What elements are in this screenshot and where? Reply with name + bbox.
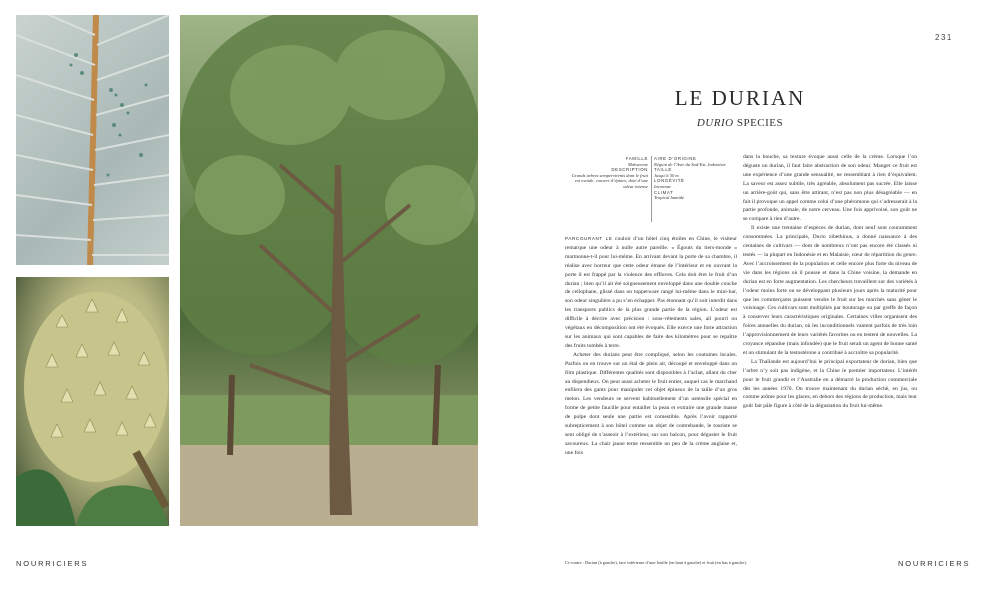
fact-label: TAILLE (654, 167, 672, 173)
facts-divider (651, 156, 652, 222)
fact-label: CLIMAT (654, 189, 674, 195)
leaf-illustration (16, 15, 169, 265)
durian-tree-photo (180, 15, 478, 526)
running-footer-left: NOURRICIERS (16, 559, 89, 568)
paragraph: Il existe une trentaine d’espèces de durian, dont neuf sont couramment consommées. La principale, Durio zibethinus, a donné naissance à des centaines de cultivars — dont de nombreux n’ont pas encore été classés ni testés — la plupart en Indonésie et en Malaisie, cœur de répartition du genre. Avec l’accroissement de la population et celle encore plus forte du niveau de vie dans les régions où il pousse et dans la Chine voisine, la demande en durian est en forte augmentation. Les chercheurs travaillent sur des variétés à l’odeur moins forte ou se développant plusieurs jours après la maturité pour que les commerçants puissent vendre le fruit sur les marchés sans gêner le voisinage. Ces cultivars sont multipliés par bouturage ou par greffe de façon à conserver leurs caractéristiques originales. Certaines villes organisent des foires annuelles du durian, où les inconditionnels vantent parfois de très loin l’approvisionnement de leurs variétés favorites ou en testent de nouvelles. La croyance répandue (mais infondée) que le fruit serait un agent de bonne santé et un stimulant de la testostérone a contribué à accroître sa popularité. (743, 225, 917, 356)
fact-value: Jusqu’à 50 m (654, 172, 679, 178)
paragraph (565, 235, 737, 351)
paragraph: Acheter des durians peut être compliqué, selon les coutumes locales. Parfois on en trouve sur un étal de plein air, découpé et enveloppé dans un film plastique. Différentes qualités sont disponibles à l’achat, allant du cher au dispendieux. On peut aussi acheter le fruit entier, auquel cas le marchand enfilera des gants pour manipuler cet objet épineux de la taille d’un gros melon. Les vendeurs se servent habituellement d’un ustensile spécial en forme de petite faucille pour entailler la peau et extraire une grande masse de pulpe dont seule une partie est comestible. Après l’avoir rapporté subrepticement à son hôtel comme un objet de contrebande, le touriste se sent obligé de s’asseoir à l’extérieur, sur son balcon, pour déguster le fruit savoureux. La chair jaune terne ressemble un peu de la crème anglaise et, une fois (565, 351, 737, 456)
paragraph: dans la bouche, sa texture évoque aussi celle de la crème. Lorsque l’on déguste un durian, il faut faire abstraction de son odeur. Manger ce fruit est une expérience d’une grande sensualité, ne ressemblant à rien d’équivalent. La saveur est assez subtile, très agréable, absolument pas sucrée. Elle laisse un arrière-goût qui, sans être attirant, n’est pas non plus désagréable — en fait il provoque un appel comme celui d’une phéromone qui s’adresserait à la partie profonde, animale, de notre cerveau. Une fois apprivoisé, son goût ne se compare à rien d’autre. (743, 154, 917, 223)
durian-fruit-illustration (16, 277, 169, 526)
fact-value: Région de l’Asie du Sud-Est, Indonésie (654, 161, 726, 167)
fact-label: AIRE D’ORIGINE (654, 156, 697, 161)
facts-right (654, 156, 736, 201)
lead-in: PARCOURANT LE (565, 236, 613, 241)
fact-value: Inconnue (654, 183, 672, 189)
paragraph-text: couloir d’un hôtel cinq étoiles en Chine, le visiteur remarque une odeur à nulle autre pareille. « Égouts du tiers-monde » marmonne-t-il pour lui-même. En arrivant devant la porte de sa chambre, il réalise avec horreur que cette odeur émane de l’intérieur et en ouvrant la porte il est frappé par la violence des effluves. Cela doit être le fruit d’un durian ; bien qu’il ait été soigneusement enveloppé dans une double couche de cellophane, glissé dans un tupperware rangé lui-même dans le mini-bar, son odeur singulière a pu s’en échapper. Pas étonnant qu’il soit interdit dans les transports publics de la plus grande partie de la région. L’odeur est difficile à décrire avec précision : sous-vêtements sales, ail pourri ou végétaux en décomposition ont été évoqués. Elle exerce une forte attraction sur les animaux qui sont capables de faire des kilomètres pour se repaître des fruits tombés à terre. (565, 236, 737, 349)
fact-label: FAMILLE (625, 156, 648, 161)
body-column-1 (565, 235, 737, 535)
paragraph: La Thaïlande est aujourd’hui le principal exportateur de durian, bien que l’arbre n’y soit pas indigène, et la Chine le premier importateur. L’intérêt pour le fruit grandit et l’Australie en a démarré la production commerciale dès les années 1970. On trouve maintenant du durian séché, en jus, ou comme arôme pour les glaces, en dehors des régions de production, mais leur goût fait pâle figure à côté de la dégustation du fruit lui-même. (743, 358, 917, 410)
running-footer-right: NOURRICIERS (898, 559, 971, 568)
leaf-underside-photo (16, 15, 169, 265)
subtitle-genus: DURIO (696, 117, 734, 129)
fact-value: Grands arbres sempervirents dont le fruit est ovoïde, couvert d’épines, doté d’une odeur intense (571, 172, 648, 189)
fact-label: LONGÉVITÉ (654, 178, 685, 184)
facts-left (566, 156, 648, 190)
page-title: LE DURIAN (674, 86, 806, 110)
fact-value: Malvaceae (627, 161, 648, 167)
page-subtitle (640, 117, 840, 129)
fact-label: DESCRIPTION (611, 167, 648, 173)
subtitle-species: SPECIES (733, 117, 784, 129)
photo-caption: Ci-contre : Durian (à gauche), face inférieure d’une feuille (en haut à gauche) et fruit (en bas à gauche). (565, 560, 747, 565)
durian-tree-illustration (180, 15, 478, 526)
body-column-2 (743, 153, 917, 533)
durian-fruit-photo (16, 277, 169, 526)
fact-value: Tropical humide (654, 195, 685, 201)
page-number: 231 (935, 33, 953, 42)
